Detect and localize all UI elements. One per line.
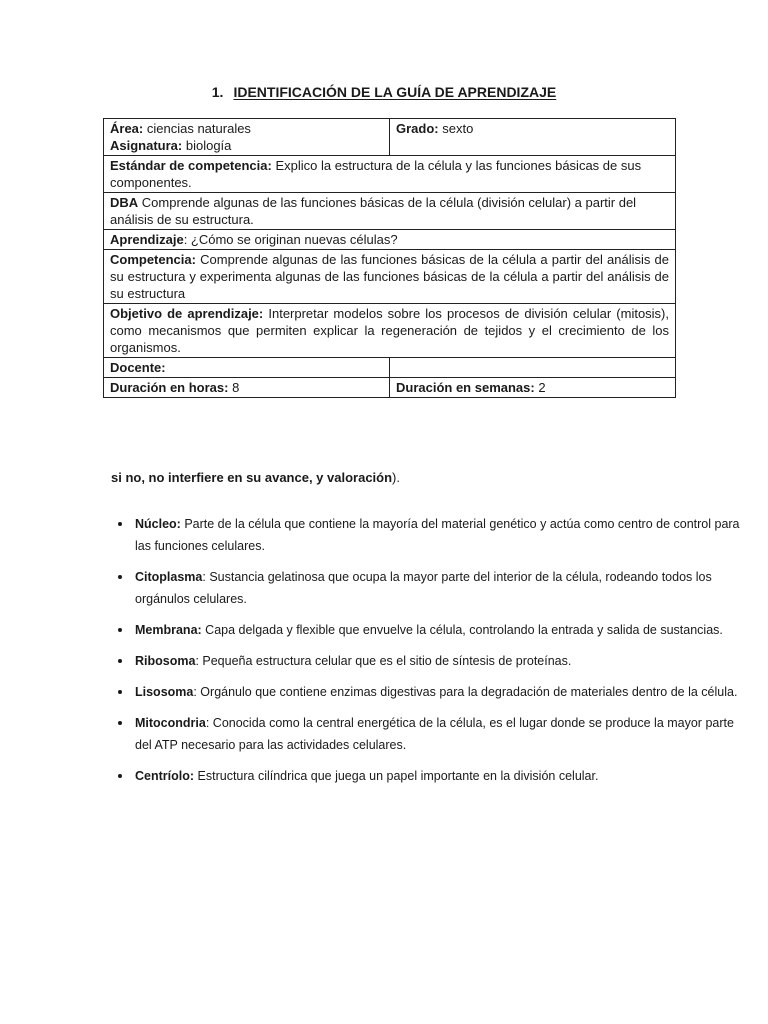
duracion-semanas-label: Duración en semanas:: [396, 380, 535, 395]
table-row: [104, 378, 676, 398]
instruction-note: [111, 470, 400, 485]
docente-value-cell: [390, 358, 676, 378]
duracion-horas-label: Duración en horas:: [110, 380, 229, 395]
estandar-value: Explico la estructura de la célula y las funciones básicas de sus componentes.: [110, 158, 642, 190]
list-item: [133, 512, 748, 557]
table-row: [104, 304, 676, 358]
grado-label: Grado:: [396, 121, 439, 136]
duracion-semanas-cell: [390, 378, 676, 398]
note-text: si no, no interfiere en su avance, y valoración: [111, 470, 393, 485]
competencia-cell: [104, 250, 676, 304]
dba-label: DBA: [110, 195, 139, 210]
aprendizaje-value: : ¿Cómo se originan nuevas células?: [183, 232, 398, 247]
table-row: [104, 250, 676, 304]
estandar-cell: [104, 156, 676, 193]
docente-label: Docente:: [110, 360, 166, 375]
dba-cell: [104, 193, 676, 230]
definition-text: : Pequeña estructura celular que es el sitio de síntesis de proteínas.: [195, 654, 572, 668]
identification-table: [103, 118, 676, 398]
objetivo-value: Interpretar modelos sobre los procesos de división celular (mitosis), como mecanismos que permiten explicar la regeneración de tejidos y el crecimiento de los organismos.: [110, 306, 669, 355]
duracion-horas-cell: [104, 378, 390, 398]
definition-text: : Conocida como la central energética de la célula, es el lugar donde se produce la mayor parte del ATP necesario para las actividades celulares.: [135, 716, 734, 752]
table-row: [104, 156, 676, 193]
grado-value: sexto: [442, 121, 474, 136]
estandar-label: Estándar de competencia:: [110, 158, 272, 173]
asignatura-value: biología: [185, 138, 232, 153]
dba-value: Comprende algunas de las funciones básicas de la célula (división celular) a partir del análisis de su estructura.: [110, 195, 637, 227]
section-title: IDENTIFICACIÓN DE LA GUÍA DE APRENDIZAJE: [233, 84, 557, 100]
list-item: [133, 711, 748, 756]
definition-text: : Sustancia gelatinosa que ocupa la mayor parte del interior de la célula, rodeando todos los orgánulos celulares.: [135, 570, 712, 606]
objetivo-cell: [104, 304, 676, 358]
docente-cell: [104, 358, 390, 378]
definition-term: Lisosoma: [135, 685, 194, 699]
list-item: [133, 680, 748, 703]
table-row: [104, 193, 676, 230]
section-heading: [0, 84, 768, 100]
table-row: [104, 230, 676, 250]
grado-cell: [390, 119, 676, 156]
duracion-semanas-value: 2: [538, 380, 546, 395]
area-cell: [104, 119, 390, 156]
list-item: [133, 565, 748, 610]
asignatura-label: Asignatura:: [110, 138, 183, 153]
section-number: 1.: [211, 84, 224, 100]
definition-term: Centríolo:: [135, 769, 195, 783]
definition-text: Estructura cilíndrica que juega un papel importante en la división celular.: [197, 769, 599, 783]
definitions-list: [115, 512, 748, 795]
aprendizaje-cell: [104, 230, 676, 250]
definition-text: Parte de la célula que contiene la mayoría del material genético y actúa como centro de control para las funciones celulares.: [135, 517, 740, 553]
definition-term: Membrana:: [135, 623, 202, 637]
definition-term: Mitocondria: [135, 716, 206, 730]
definition-term: Núcleo:: [135, 517, 181, 531]
list-item: [133, 618, 748, 641]
table-row: [104, 358, 676, 378]
area-value: ciencias naturales: [146, 121, 251, 136]
duracion-horas-value: 8: [232, 380, 240, 395]
note-tail: ).: [392, 470, 400, 485]
definition-text: : Orgánulo que contiene enzimas digestivas para la degradación de materiales dentro de la célula.: [193, 685, 738, 699]
definition-term: Ribosoma: [135, 654, 196, 668]
aprendizaje-label: Aprendizaje: [110, 232, 184, 247]
list-item: [133, 764, 748, 787]
area-label: Área:: [110, 121, 144, 136]
table-row: [104, 119, 676, 156]
list-item: [133, 649, 748, 672]
objetivo-label: Objetivo de aprendizaje:: [110, 306, 264, 321]
definition-term: Citoplasma: [135, 570, 203, 584]
definition-text: Capa delgada y flexible que envuelve la célula, controlando la entrada y salida de sustancias.: [205, 623, 723, 637]
competencia-label: Competencia:: [110, 252, 196, 267]
competencia-value: Comprende algunas de las funciones básicas de la célula a partir del análisis de su estructura y experimenta algunas de las funciones básicas de la célula a partir del análisis de su estructura: [110, 252, 670, 301]
